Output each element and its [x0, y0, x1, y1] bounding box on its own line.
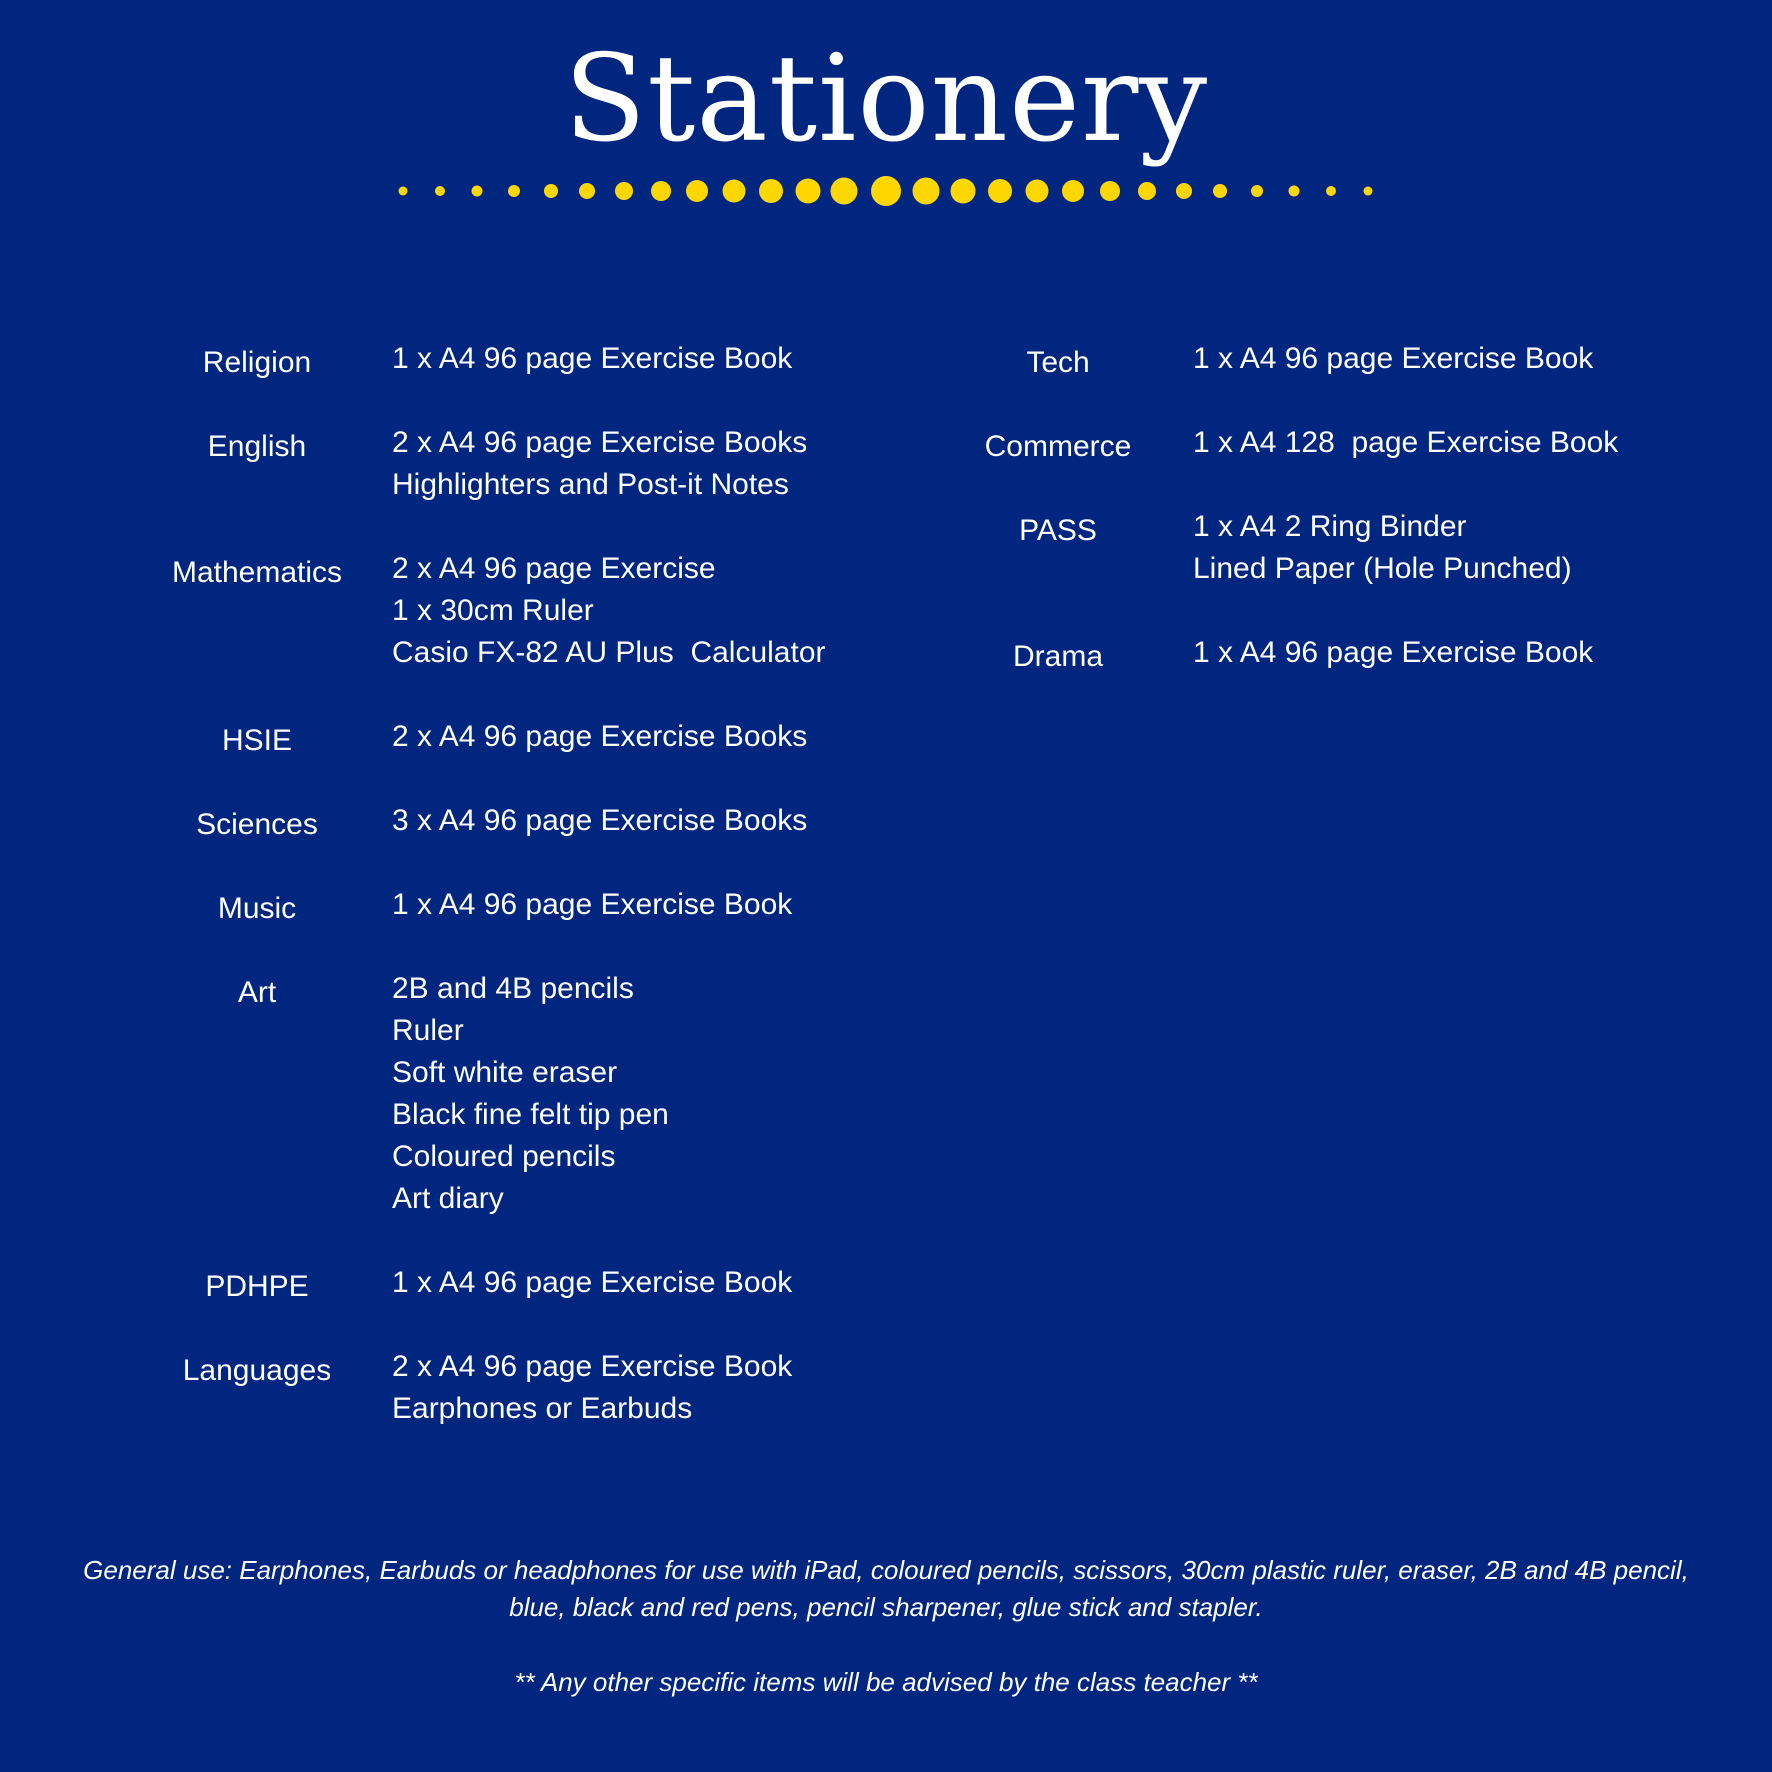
subject-label: Commerce [984, 430, 1132, 463]
divider-dot [1100, 181, 1120, 201]
subject-items [1193, 632, 1593, 674]
subject-label: Drama [1012, 640, 1103, 673]
subject-label: PDHPE [205, 1270, 309, 1303]
divider-dot [831, 178, 858, 205]
divider-dot [399, 187, 408, 196]
divider-dot [1213, 184, 1227, 198]
divider-dot [472, 186, 483, 197]
subject-label: Mathematics [171, 556, 343, 589]
divider-dot [686, 180, 708, 202]
divider-dot [759, 179, 783, 203]
stationery-item: 1 x A4 128 page Exercise Book [1193, 426, 1619, 459]
stationery-item: 3 x A4 96 page Exercise Books [392, 804, 808, 837]
teacher-advice-note: ** Any other specific items will be advised by the class teacher ** [514, 1667, 1258, 1697]
stationery-item: 1 x A4 96 page Exercise Book [392, 1266, 793, 1299]
stationery-item: 1 x A4 96 page Exercise Book [1193, 342, 1594, 375]
subject-label: Music [217, 892, 297, 925]
stationery-item: 1 x A4 96 page Exercise Book [1193, 636, 1594, 669]
stationery-item: 1 x 30cm Ruler [392, 594, 594, 627]
divider-dot [1176, 183, 1192, 199]
stationery-item: Lined Paper (Hole Punched) [1193, 552, 1572, 585]
divider-dot [951, 179, 976, 204]
general-use-note [0, 1552, 1772, 1626]
divider-dot [723, 180, 746, 203]
subject-items [392, 1346, 792, 1430]
subject-items [392, 548, 826, 674]
subject-items [392, 800, 807, 842]
divider-dot [544, 184, 558, 198]
subject-items [392, 422, 807, 506]
subject-label: Religion [202, 346, 312, 379]
divider-dot [1326, 186, 1336, 196]
divider-dot [913, 178, 940, 205]
divider-dot [1026, 180, 1049, 203]
divider-dot [871, 176, 901, 206]
stationery-item: 2 x A4 96 page Exercise [392, 552, 716, 585]
stationery-item: Art diary [392, 1182, 504, 1215]
stationery-item: 2 x A4 96 page Exercise Books [392, 426, 808, 459]
stationery-item: 2B and 4B pencils [392, 972, 634, 1005]
stationery-item: Coloured pencils [392, 1140, 616, 1173]
stationery-item: 1 x A4 96 page Exercise Book [392, 888, 793, 921]
divider-dot [579, 183, 595, 199]
divider-dot [1251, 185, 1263, 197]
subject-label: Sciences [196, 808, 318, 841]
divider-dot [988, 179, 1012, 203]
stationery-item: Black fine felt tip pen [392, 1098, 669, 1131]
subject-items [392, 884, 792, 926]
subject-items [1193, 506, 1572, 590]
subject-label: HSIE [221, 724, 293, 757]
stationery-item: Earphones or Earbuds [392, 1392, 693, 1425]
stationery-item: Soft white eraser [392, 1056, 618, 1089]
divider-dot [615, 182, 633, 200]
subject-label: English [207, 430, 307, 463]
stationery-item: 1 x A4 2 Ring Binder [1193, 510, 1467, 543]
subject-items [1193, 422, 1618, 464]
divider-dot [508, 185, 520, 197]
stationery-item: Ruler [392, 1014, 464, 1047]
subject-items [392, 1262, 792, 1304]
stationery-item: Highlighters and Post-it Notes [392, 468, 789, 501]
stationery-item: 2 x A4 96 page Exercise Book [392, 1350, 793, 1383]
general-use-line-1: General use: Earphones, Earbuds or headphones for use with iPad, coloured pencils, scissors, 30cm plastic ruler, eraser, 2B and 4B pencil, [83, 1555, 1689, 1585]
stationery-item: 2 x A4 96 page Exercise Books [392, 720, 808, 753]
page-title: Stationery [563, 30, 1209, 169]
subject-label: PASS [1019, 514, 1097, 547]
divider-dot [796, 179, 821, 204]
divider-dot [651, 181, 671, 201]
divider-dot [435, 186, 445, 196]
decorative-dot-divider [0, 170, 1772, 210]
general-use-line-2: blue, black and red pens, pencil sharpener, glue stick and stapler. [509, 1592, 1263, 1622]
subject-items [392, 338, 792, 380]
subject-label: Art [237, 976, 277, 1009]
subject-items [392, 716, 807, 758]
subject-items [392, 968, 669, 1220]
divider-dot [1062, 180, 1084, 202]
divider-dot [1138, 182, 1156, 200]
subject-label: Tech [1026, 346, 1090, 379]
divider-dot [1364, 187, 1373, 196]
subject-label: Languages [182, 1354, 332, 1387]
stationery-item: Casio FX-82 AU Plus Calculator [392, 636, 826, 669]
stationery-item: 1 x A4 96 page Exercise Book [392, 342, 793, 375]
divider-dot [1289, 186, 1300, 197]
subject-items [1193, 338, 1593, 380]
